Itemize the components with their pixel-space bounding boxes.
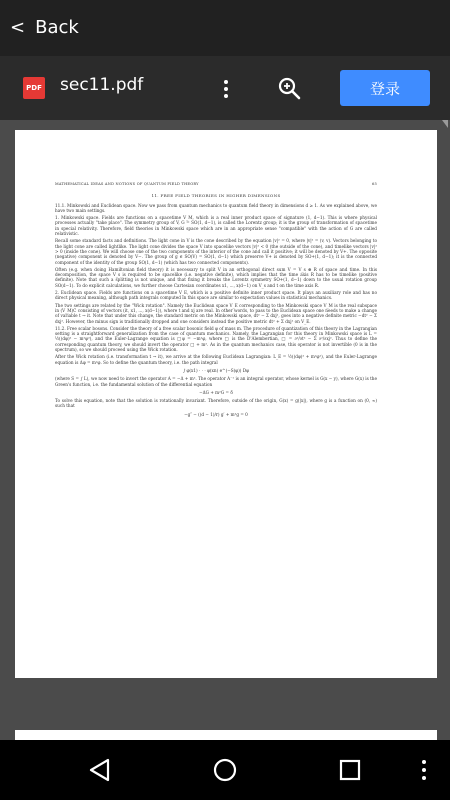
- page-content: [55, 182, 377, 420]
- section-title: 11. FREE FIELD THEORIES IN HIGHER DIMENSIONS: [151, 193, 281, 199]
- paragraph: Recall some standard facts and definitions. The light cone in V is the cone described by the equation |v|² = 0, where |v|² = (v, v). Vectors belonging to the light cone are called lightlike. The light cone divides the space V into spacelike vectors |v|² < 0 (the outside of the cone), and timelike vectors |v|² > 0 (inside the cone). We will choose one of the two components of the interior of the cone and call it positive; it will be denoted by V+. The opposite (negative) component is denoted by V−. The group of g ∈ SO(V) = SO(1, d−1) which preserve V+ is denoted by SO+(1, d−1); it is the connected component of the identity of the group SO(1, d−1) (which has two connected components).: [55, 238, 377, 265]
- back-button[interactable]: [10, 12, 79, 42]
- paragraph: 2. Euclidean space. Fields are functions on a spacetime V_E, which is a positive definite inner product space. It plays an auxiliary role and has no direct physical meaning, although path integrals computed in this space are similar to expectation values in statistical mechanics.: [55, 290, 377, 301]
- running-header: [55, 182, 377, 187]
- paragraph: The two settings are related by the "Wick rotation". Namely the Euclidean space V_E corresponding to the Minkowski space V_M is the real subspace in (V_M)C consisting of vectors (it, x1, ..., x(d−1)), where t and xj are real. In other words, to pass to the Euclidean space one needs to make a change of variable t → it. Note that under this change, the standard metric on the Minkowski space, dt² − Σ dxj², goes into a negative definite metric −dt² − Σ dxj². However, the minus sign is traditionally dropped and one considers instead the positive metric dt² + Σ dxj² on V_E.: [55, 302, 377, 324]
- recents-square-icon[interactable]: [336, 756, 364, 784]
- page-curl-icon: [442, 120, 448, 240]
- home-circle-icon[interactable]: [211, 756, 239, 784]
- chevron-left-icon: <: [10, 16, 26, 38]
- page-number: 65: [372, 182, 377, 186]
- equation: −ΔG + m²G = δ: [199, 389, 233, 395]
- top-bar: [0, 0, 450, 56]
- paragraph: To solve this equation, note that the solution is rotationally invariant. Therefore, outside of the origin, G(x) = g(|x|), where g is a function on (0, ∞) such that: [55, 398, 377, 409]
- back-triangle-icon[interactable]: [86, 756, 114, 784]
- running-header-title: MATHEMATICAL IDEAS AND NOTIONS OF QUANTUM FIELD THEORY: [55, 182, 199, 186]
- paragraph: Often (e.g. when doing Hamiltonian field theory) it is necessary to split V in an orthogonal direct sum V = V_s ⊕ R of space and time. In this decomposition, the space V_s is required to be spacelike (i.e. negative definite), which implies that the time axis R has to be timelike (positive definite). Note that such a splitting is not unique, and that fixing it breaks the Lorentz symmetry SO+(1, d−1) down to the usual rotation group SO(d−1). To do explicit calculations, we further choose Cartesian coordinates x1, ..., x(d−1) on V_s and t on the time axis R.: [55, 266, 377, 288]
- file-name: sec11.pdf: [60, 75, 144, 95]
- zoom-in-icon[interactable]: [276, 75, 304, 103]
- menu-dots-icon[interactable]: [412, 756, 436, 784]
- paragraph: After the Wick rotation (i.e. transformation t → it), we arrive at the following Euclidean Lagrangian: L_E = ½((dφ)² + m²φ²), and the Euler-Lagrange equation is Δφ = m²φ. So to define the quantum theory, i.e. the path integral: [55, 354, 377, 365]
- paragraph: 1. Minkowski space. Fields are functions on a spacetime V_M, which is a real inner product space of signature (1, d−1). This is where physical processes actually "take place". The symmetry group of V, G = SO(1, d−1), is called the Lorentz group; it is the group of transformation of spacetime in special relativity. Therefore, field theories in Minkowski space which are in an appropriate sense "compatible" with the action of G are called relativistic.: [55, 215, 377, 237]
- back-label: Back: [35, 16, 79, 38]
- paragraph: (where S = ∫ L), we now need to invert the operator A = −Δ + m². The operator A⁻¹ is an integral operator, whose kernel is G(x − y), where G(x) is the Green's function, i.e. the fundamental solution of the differential equation: [55, 376, 377, 387]
- equation: ∫ φ(x1) · · · φ(xn) e^(−S(φ)) Dφ: [182, 367, 250, 373]
- paragraph: 11.2. Free scalar bosons. Consider the theory of a free scalar bosonic field φ of mass m. The procedure of quantization of this theory in the Lagrangian setting is a straightforward generalization from the case of quantum mechanics. Namely, the Lagrangian for this theory in Minkowski space is L = ½((dφ)² − m²φ²), and the Euler-Lagrange equation is □φ = −m²φ, where □ is the D'Alembertian, □ = ∂²/∂t² − Σ ∂²/∂xj². Thus to define the corresponding quantum theory, we should invert the operator □ + m². As in the quantum mechanics case, this operator is not invertible (0 is in the spectrum), so we should proceed using the Wick rotation.: [55, 325, 377, 353]
- equation: −g″ − ((d − 1)/r) g′ + m²g = 0: [184, 411, 248, 417]
- pdf-page-next: [15, 730, 437, 740]
- login-button[interactable]: 登录: [340, 70, 430, 106]
- paragraph: 11.1. Minkowski and Euclidean space. Now we pass from quantum mechanics to quantum field theory in dimensions d ≥ 1. As we explained above, we have two main settings.: [55, 202, 377, 213]
- more-options-icon[interactable]: [216, 78, 236, 100]
- pdf-file-icon: PDF: [23, 77, 45, 99]
